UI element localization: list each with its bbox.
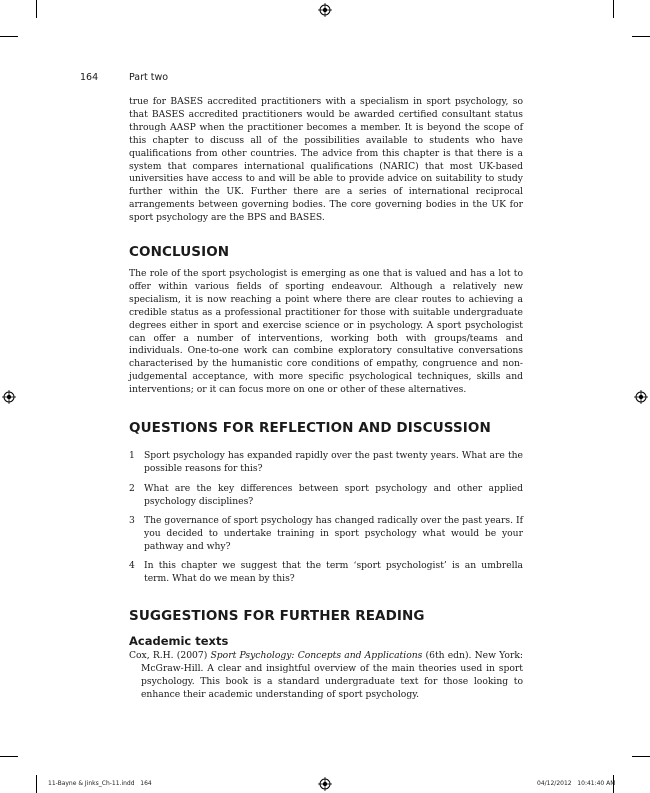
intro-paragraph: true for BASES accredited practitioners with a specialism in sport psychology, so that BASES accredited practitioners would be awarded certified consultant status through AASP when the practitioner becomes a member. It is beyond the scope of this chapter to discuss all of the possibilities available to students who have qualifications from other countries. The advice from this chapter is that there is a system that compares international qualifications (NARIC) that most UK-based universities have access to and will be able to provide advice on suitability to study further within the UK. Further there are a series of international reciprocal arrangements between governing bodies. The core governing bodies in the UK for sport psychology are the BPS and BASES. bbox=[129, 96, 523, 224]
conclusion-heading: CONCLUSION bbox=[129, 244, 230, 260]
question-text: Sport psychology has expanded rapidly over the past twenty years. What are the possible reasons for this? bbox=[144, 450, 523, 474]
crop-mark bbox=[0, 756, 18, 757]
list-item bbox=[129, 483, 523, 509]
running-header: Part two bbox=[129, 72, 169, 83]
reference-details: (6th edn). New York: McGraw-Hill. A clear and insightful overview of the main theories used in sport psychology. This book is a standard undergraduate text for those looking to enhance their academic understanding of sport psychology. bbox=[141, 650, 524, 700]
question-text: The governance of sport psychology has changed radically over the past years. If you decided to undertake training in sport psychology what would be your pathway and why? bbox=[144, 515, 523, 552]
registration-mark-icon bbox=[2, 390, 16, 404]
crop-mark bbox=[613, 0, 614, 18]
registration-mark-icon bbox=[634, 390, 648, 404]
question-number: 4 bbox=[129, 560, 135, 571]
registration-mark-icon bbox=[318, 777, 332, 791]
question-number: 1 bbox=[129, 450, 135, 461]
reference-author: Cox, R.H. (2007) bbox=[129, 650, 211, 661]
list-item bbox=[129, 560, 523, 586]
question-number: 3 bbox=[129, 515, 135, 526]
conclusion-paragraph: The role of the sport psychologist is emerging as one that is valued and has a lot to offer within various fields of sporting endeavour. Although a relatively new specialism, it is now reaching a point where there are clear routes to achieving a credible status as a professional practitioner for those with suitable undergraduate degrees either in sport and exercise science or in psychology. A sport psychologist can offer a number of interventions, working both with groups/teams and individuals. One-to-one work can combine exploratory consultative conversations characterised by the humanistic core conditions of empathy, congruence and non-judgemental acceptance, with more specific psychological techniques, skills and interventions; or it can focus more on one or other of these alternatives. bbox=[129, 268, 523, 396]
reference-title: Sport Psychology: Concepts and Applications bbox=[210, 650, 423, 661]
list-item bbox=[129, 450, 523, 476]
reference-entry bbox=[129, 650, 523, 702]
slug-timestamp: 04/12/2012 10:41:40 AM bbox=[537, 780, 616, 787]
question-text: In this chapter we suggest that the term ‘sport psychologist’ is an umbrella term. What do we mean by this? bbox=[144, 560, 523, 584]
crop-mark bbox=[36, 775, 37, 793]
list-item bbox=[129, 515, 523, 554]
crop-mark bbox=[36, 0, 37, 18]
crop-mark bbox=[632, 36, 650, 37]
crop-mark bbox=[0, 36, 18, 37]
reading-subheading: Academic texts bbox=[129, 634, 229, 648]
question-text: What are the key differences between sport psychology and other applied psychology disciplines? bbox=[144, 483, 523, 507]
slug-file-info: 11-Bayne & Jinks_Ch-11.indd 164 bbox=[48, 780, 152, 787]
crop-mark bbox=[632, 756, 650, 757]
questions-heading: QUESTIONS FOR REFLECTION AND DISCUSSION bbox=[129, 420, 491, 436]
question-number: 2 bbox=[129, 483, 135, 494]
page-number: 164 bbox=[80, 72, 99, 83]
registration-mark-icon bbox=[318, 3, 332, 17]
reading-heading: SUGGESTIONS FOR FURTHER READING bbox=[129, 608, 425, 624]
